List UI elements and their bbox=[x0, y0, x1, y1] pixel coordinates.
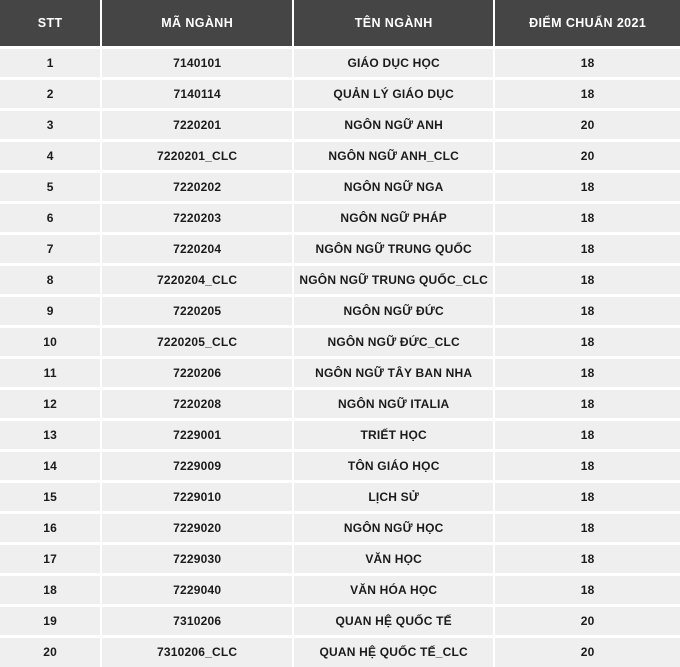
cell-code: 7220205_CLC bbox=[101, 326, 293, 357]
table-row bbox=[0, 605, 680, 636]
table-row bbox=[0, 450, 680, 481]
cell-name: TÔN GIÁO HỌC bbox=[293, 450, 494, 481]
cell-code: 7310206_CLC bbox=[101, 636, 293, 667]
cell-score: 18 bbox=[494, 450, 680, 481]
cell-score: 18 bbox=[494, 171, 680, 202]
cell-stt: 13 bbox=[0, 419, 101, 450]
table-row bbox=[0, 512, 680, 543]
cell-code: 7229001 bbox=[101, 419, 293, 450]
table-row bbox=[0, 295, 680, 326]
cell-code: 7229040 bbox=[101, 574, 293, 605]
cell-name: NGÔN NGỮ ANH bbox=[293, 109, 494, 140]
cell-name: VĂN HÓA HỌC bbox=[293, 574, 494, 605]
table-row bbox=[0, 357, 680, 388]
cell-name: LỊCH SỬ bbox=[293, 481, 494, 512]
cell-code: 7220205 bbox=[101, 295, 293, 326]
table-row bbox=[0, 543, 680, 574]
cell-score: 18 bbox=[494, 233, 680, 264]
cell-score: 18 bbox=[494, 419, 680, 450]
cell-code: 7140101 bbox=[101, 47, 293, 78]
cell-score: 18 bbox=[494, 264, 680, 295]
table-row bbox=[0, 140, 680, 171]
cell-code: 7229030 bbox=[101, 543, 293, 574]
cell-code: 7220202 bbox=[101, 171, 293, 202]
cell-score: 20 bbox=[494, 605, 680, 636]
table-row bbox=[0, 171, 680, 202]
table-row bbox=[0, 78, 680, 109]
cell-name: TRIẾT HỌC bbox=[293, 419, 494, 450]
cell-score: 18 bbox=[494, 388, 680, 419]
cell-code: 7140114 bbox=[101, 78, 293, 109]
cell-score: 18 bbox=[494, 295, 680, 326]
cell-code: 7220208 bbox=[101, 388, 293, 419]
cell-name: NGÔN NGỮ ANH_CLC bbox=[293, 140, 494, 171]
cell-name: GIÁO DỤC HỌC bbox=[293, 47, 494, 78]
table-row bbox=[0, 109, 680, 140]
cell-score: 18 bbox=[494, 543, 680, 574]
table-row bbox=[0, 419, 680, 450]
cell-code: 7220203 bbox=[101, 202, 293, 233]
table-row bbox=[0, 574, 680, 605]
cell-stt: 19 bbox=[0, 605, 101, 636]
cell-stt: 2 bbox=[0, 78, 101, 109]
table-row bbox=[0, 636, 680, 667]
col-header-code: MÃ NGÀNH bbox=[101, 0, 293, 47]
cell-stt: 7 bbox=[0, 233, 101, 264]
table-row bbox=[0, 388, 680, 419]
cell-stt: 10 bbox=[0, 326, 101, 357]
cell-score: 20 bbox=[494, 140, 680, 171]
cell-name: QUAN HỆ QUỐC TẾ_CLC bbox=[293, 636, 494, 667]
table-row bbox=[0, 233, 680, 264]
cell-stt: 16 bbox=[0, 512, 101, 543]
cell-code: 7220204_CLC bbox=[101, 264, 293, 295]
cell-code: 7229020 bbox=[101, 512, 293, 543]
cell-stt: 15 bbox=[0, 481, 101, 512]
table-body bbox=[0, 47, 680, 667]
cell-name: VĂN HỌC bbox=[293, 543, 494, 574]
cell-score: 18 bbox=[494, 78, 680, 109]
cell-score: 20 bbox=[494, 636, 680, 667]
cell-code: 7220204 bbox=[101, 233, 293, 264]
cell-stt: 12 bbox=[0, 388, 101, 419]
cell-score: 18 bbox=[494, 357, 680, 388]
cell-stt: 11 bbox=[0, 357, 101, 388]
cell-code: 7220201 bbox=[101, 109, 293, 140]
table-row bbox=[0, 47, 680, 78]
cell-score: 18 bbox=[494, 47, 680, 78]
cell-score: 18 bbox=[494, 512, 680, 543]
header-row bbox=[0, 0, 680, 47]
col-header-name: TÊN NGÀNH bbox=[293, 0, 494, 47]
cell-stt: 14 bbox=[0, 450, 101, 481]
table-row bbox=[0, 202, 680, 233]
cell-code: 7220206 bbox=[101, 357, 293, 388]
cell-name: QUẢN LÝ GIÁO DỤC bbox=[293, 78, 494, 109]
cell-stt: 18 bbox=[0, 574, 101, 605]
cell-stt: 6 bbox=[0, 202, 101, 233]
cell-name: NGÔN NGỮ HỌC bbox=[293, 512, 494, 543]
cell-name: NGÔN NGỮ TRUNG QUỐC_CLC bbox=[293, 264, 494, 295]
cell-stt: 9 bbox=[0, 295, 101, 326]
cell-code: 7229009 bbox=[101, 450, 293, 481]
cell-name: NGÔN NGỮ TÂY BAN NHA bbox=[293, 357, 494, 388]
cell-code: 7220201_CLC bbox=[101, 140, 293, 171]
cell-score: 18 bbox=[494, 202, 680, 233]
cell-stt: 17 bbox=[0, 543, 101, 574]
col-header-score: ĐIỂM CHUẨN 2021 bbox=[494, 0, 680, 47]
cell-name: NGÔN NGỮ ĐỨC_CLC bbox=[293, 326, 494, 357]
cell-stt: 1 bbox=[0, 47, 101, 78]
cell-name: NGÔN NGỮ ĐỨC bbox=[293, 295, 494, 326]
cell-score: 18 bbox=[494, 326, 680, 357]
cell-stt: 4 bbox=[0, 140, 101, 171]
table-header bbox=[0, 0, 680, 47]
cell-name: NGÔN NGỮ PHÁP bbox=[293, 202, 494, 233]
cell-score: 20 bbox=[494, 109, 680, 140]
cell-code: 7310206 bbox=[101, 605, 293, 636]
cell-name: NGÔN NGỮ ITALIA bbox=[293, 388, 494, 419]
cell-stt: 5 bbox=[0, 171, 101, 202]
table-row bbox=[0, 326, 680, 357]
cell-name: QUAN HỆ QUỐC TẾ bbox=[293, 605, 494, 636]
table-row bbox=[0, 264, 680, 295]
cell-name: NGÔN NGỮ TRUNG QUỐC bbox=[293, 233, 494, 264]
cell-stt: 8 bbox=[0, 264, 101, 295]
cell-score: 18 bbox=[494, 574, 680, 605]
cell-score: 18 bbox=[494, 481, 680, 512]
cell-code: 7229010 bbox=[101, 481, 293, 512]
cell-stt: 3 bbox=[0, 109, 101, 140]
table-row bbox=[0, 481, 680, 512]
col-header-stt: STT bbox=[0, 0, 101, 47]
cell-name: NGÔN NGỮ NGA bbox=[293, 171, 494, 202]
cell-stt: 20 bbox=[0, 636, 101, 667]
